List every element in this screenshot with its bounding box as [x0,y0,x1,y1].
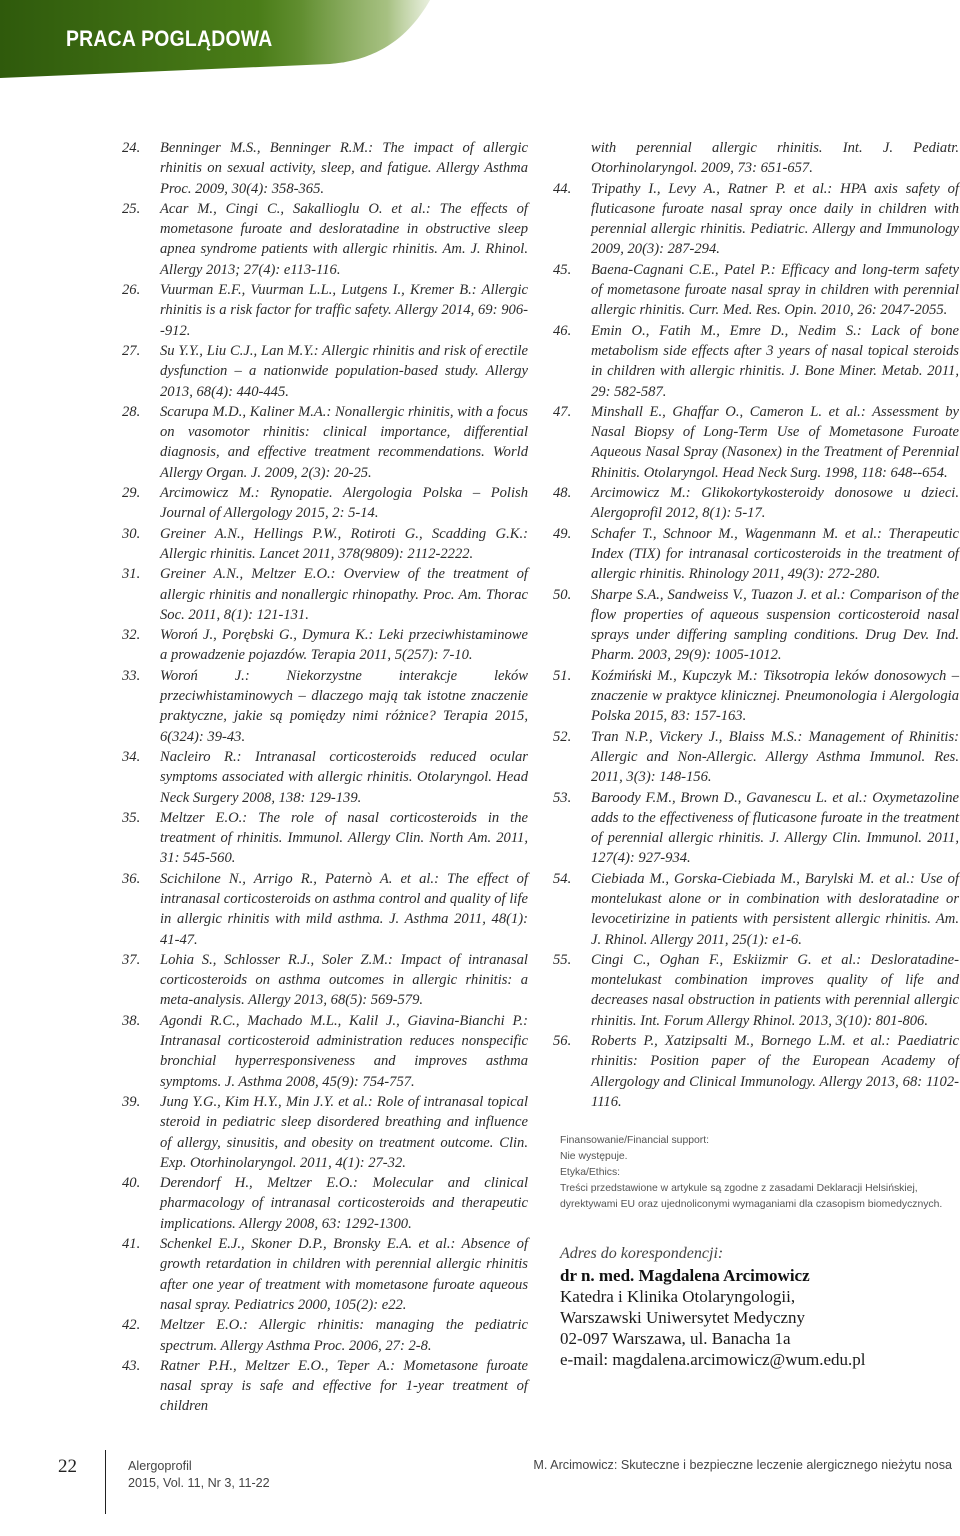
reference-item [122,1092,528,1173]
funding-ethics-block [560,1133,955,1213]
ethics-label: Etyka/Ethics: [560,1167,621,1178]
reference-item [122,666,528,747]
reference-item [122,950,528,1011]
reference-number: 49. [553,525,572,542]
reference-item [553,585,959,666]
journal-name: Alergoprofil [128,1459,192,1473]
references-right-list [553,179,959,1113]
reference-text: Schafer T., Schnoor M., Wagenmann M. et al.: Therapeutic Index (TIX) for intranasal corticosteroids in the treatment of allergic rhinitis. Rhinology 2011, 49(3): 272-280. [591,525,959,583]
reference-item [553,666,959,727]
reference-number: 44. [553,180,572,197]
reference-text: Emin O., Fatih M., Emre D., Nedim S.: Lack of bone metabolism side effects after 3 years of nasal topical steroids in children with allergic rhinitis. J. Bone Miner. Metab. 2011, 29: 582-587. [591,322,959,400]
reference-text: Vuurman E.F., Vuurman L.L., Lutgens I., Kremer B.: Allergic rhinitis is a risk factor for traffic safety. Allergy 2014, 69: 906--912. [160,282,528,339]
reference-text: Baroody F.M., Brown D., Gavanescu L. et al.: Oxymetazoline adds to the effectiveness of fluticasone furoate in the treatment of perennial allergic rhinitis. J. Allergy Clin. Immunol. 2011, 127(4): 927-934. [591,789,959,867]
reference-text: Tran N.P., Vickery J., Blaiss M.S.: Management of Rhinitis: Allergic and Non-Allergic. Allergy Asthma Immunol. Res. 2011, 3(3): 148-156. [591,728,959,786]
reference-text: Agondi R.C., Machado M.L., Kalil J., Giavina-Bianchi P.: Intranasal corticosteroid administration reduces nonspecific bronchial hyperresponsiveness and improves asthma symptoms. J. Asthma 2008, 45(9): 754-757. [160,1012,528,1090]
reference-text: Greiner A.N., Meltzer E.O.: Overview of the treatment of allergic rhinitis and nonallergic rhinopathy. Proc. Am. Thorac Soc. 2011, 8(1): 121-131. [160,566,528,623]
reference-number: 43. [122,1357,141,1374]
reference-text: Meltzer E.O.: The role of nasal corticosteroids in the treatment of rhinitis. Immunol. Allergy Clin. North Am. 2011, 31: 545-560. [160,809,528,867]
reference-number: 33. [122,667,141,684]
reference-number: 54. [553,870,572,887]
funding-value: Nie występuje. [560,1151,628,1162]
footer-journal [128,1458,270,1492]
reference-text: Scichilone N., Arrigo R., Paternò A. et al.: The effect of intranasal corticosteroids on asthma control and quality of life in allergic rhinitis with mild asthma. J. Asthma 2011, 48(1): 41-47. [160,870,528,948]
reference-number: 28. [122,403,141,420]
reference-number: 29. [122,485,141,502]
reference-text: Arcimowicz M.: Glikokortykosteroidy donosowe u dzieci. Alergoprofil 2012, 8(1): 5-17. [591,485,959,522]
reference-number: 47. [553,403,572,420]
reference-number: 25. [122,200,141,217]
reference-text: Greiner A.N., Hellings P.W., Rotiroti G., Scadding G.K.: Allergic rhinitis. Lancet 2011, 378(9809): 2112-2222. [160,525,528,562]
reference-text: Jung Y.G., Kim H.Y., Min J.Y. et al.: Role of intranasal topical steroid in pediatric sleep disordered breathing and influence of allergy, sinusitis, and obesity on treatment outcome. Clin. Exp. Otorhinolaryngol. 2011, 4(1): 27-32. [160,1093,528,1171]
reference-text: Scarupa M.D., Kaliner M.A.: Nonallergic rhinitis, with a focus on vasomotor rhinitis: clinical importance, differential diagnosis, and effective treatment recommendations. World Allergy Organ. J. 2009, 2(3): 20-25. [160,403,528,481]
reference-number: 50. [553,586,572,603]
ethics-line-2: dyrektywami EU oraz ujednoliconymi wymaganiami dla czasopism biomedycznych. [560,1199,943,1210]
page-header [0,0,960,78]
reference-item [553,869,959,950]
page-number: 22 [58,1456,77,1477]
reference-item [122,1011,528,1092]
reference-text: Su Y.Y., Liu C.J., Lan M.Y.: Allergic rhinitis and risk of erectile dysfunction – a nationwide population-based study. Allergy 2013, 68(4): 440-445. [160,342,528,400]
reference-text: Woroń J.: Niekorzystne interakcje leków przeciwhistaminowych – dlaczego mają tak istotne znaczenie praktyczne, jakie są pomiędzy nimi różnice? Terapia 2015, 6(324): 39-43. [160,667,528,745]
ethics-line-1: Treści przedstawione w artykule są zgodne z zasadami Deklaracji Helsińskiej, [560,1183,918,1194]
reference-text: Baena-Cagnani C.E., Patel P.: Efficacy and long-term safety of mometasone furoate nasal spray in children with perennial allergic rhinitis. Curr. Med. Res. Opin. 2010, 26: 2047-2055. [591,261,959,319]
reference-item [553,727,959,788]
reference-item [553,950,959,1031]
reference-text: Cingi C., Oghan F., Eskiizmir G. et al.: Desloratadine-montelukast combination improves quality of life and decreases nasal obstruction in patients with perennial allergic rhinitis. Int. Forum Allergy Rhinol. 2013, 3(10): 801-806. [591,951,959,1029]
reference-text: Minshall E., Ghaffar O., Cameron L. et al.: Assessment by Nasal Biopsy of Long-Term Use of Mometasone Furoate Aqueous Nasal Spray (Nasonex) in the Treatment of Perennial Rhinitis. Otolaryngol. Head Neck Surg. 1998, 118: 648--654. [591,403,959,481]
reference-43-continuation: with perennial allergic rhinitis. Int. J. Pediatr. Otorhinolaryngol. 2009, 73: 651-657. [591,140,959,177]
reference-text: Benninger M.S., Benninger R.M.: The impact of allergic rhinitis on sexual activity, sleep, and fatigue. Allergy Asthma Proc. 2009, 30(4): 358-365. [160,140,528,197]
reference-number: 37. [122,951,141,968]
footer-divider [105,1450,106,1514]
reference-number: 52. [553,728,572,745]
reference-text: Ratner P.H., Meltzer E.O., Teper A.: Mometasone furoate nasal spray is safe and effective for 1-year treatment of children [160,1357,528,1415]
reference-item [122,483,528,524]
reference-number: 39. [122,1093,141,1110]
reference-item [122,1234,528,1315]
correspondence-block [560,1243,955,1370]
reference-text: Nacleiro R.: Intranasal corticosteroids reduced ocular symptoms associated with allergic rhinitis. Otolaryngol. Head Neck Surgery 2008, 138: 129-139. [160,748,528,806]
correspondence-email: e-mail: magdalena.arcimowicz@wum.edu.pl [560,1350,866,1369]
funding-label: Finansowanie/Financial support: [560,1135,710,1146]
reference-item [553,260,959,321]
reference-text: Tripathy I., Levy A., Ratner P. et al.: HPA axis safety of fluticasone furoate nasal spray once daily in children with perennial allergic rhinitis. Pediatric. Allergy and Immunology 2009, 20(3): 287-294. [591,180,959,258]
reference-number: 24. [122,140,141,156]
reference-item [553,1031,959,1112]
reference-item [122,402,528,483]
reference-item [122,341,528,402]
reference-item [553,788,959,869]
correspondence-department: Katedra i Klinika Otolaryngologii, [560,1287,796,1306]
reference-item [122,138,528,199]
reference-text: Sharpe S.A., Sandweiss V., Tuazon J. et al.: Comparison of the flow properties of aqueous suspension corticosteroid nasal sprays under differing sampling conditions. Drug Dev. Ind. Pharm. 2003, 29(9): 1005-1012. [591,586,959,664]
reference-item [122,199,528,280]
reference-number: 48. [553,485,572,502]
reference-text: Roberts P., Xatzipsalti M., Bornego L.M. et al.: Paediatric rhinitis: Position paper of the European Academy of Allergology and Clinical Immunology. Allergy 2013, 68: 1102-1116. [591,1033,959,1110]
reference-number: 30. [122,525,141,542]
reference-text: Schenkel E.J., Skoner D.P., Bronsky E.A. et al.: Absence of growth retardation in children with perennial allergic rhinitis after one year of treatment with mometasone furoate aqueous nasal spray. Pediatrics 2000, 105(2): e22. [160,1236,528,1313]
reference-text: Arcimowicz M.: Rynopatie. Alergologia Polska – Polish Journal of Allergology 2015, 2: 5-14. [160,485,528,522]
reference-item [553,321,959,402]
references-left-column [122,138,528,1417]
reference-number: 32. [122,627,141,644]
reference-text: Derendorf H., Meltzer E.O.: Molecular and clinical pharmacology of intranasal corticosteroids and therapeutic implications. Allergy 2008, 63: 1292-1300. [160,1175,528,1232]
reference-text: Koźmiński M., Kupczyk M.: Tiksotropia leków donosowych – znaczenie w praktyce klinicznej. Pneumonologia i Alergologia Polska 2015, 83: 157-163. [591,667,959,725]
reference-item [122,1315,528,1356]
references-right-column [553,138,959,1112]
reference-item [122,869,528,950]
reference-number: 27. [122,342,141,359]
reference-item [122,1356,528,1417]
reference-text: Meltzer E.O.: Allergic rhinitis: managing the pediatric spectrum. Allergy Asthma Proc. 2006, 27: 2-8. [160,1317,528,1354]
reference-item [553,483,959,524]
reference-number: 34. [122,748,141,765]
reference-number: 55. [553,951,572,968]
reference-number: 40. [122,1175,141,1192]
reference-item [122,747,528,808]
reference-number: 51. [553,667,572,684]
reference-item [122,625,528,666]
reference-number: 38. [122,1012,141,1029]
reference-number: 46. [553,322,572,339]
reference-item [122,524,528,565]
reference-text: Lohia S., Schlosser R.J., Soler Z.M.: Impact of intranasal corticosteroids on asthma outcomes in allergic rhinitis: a meta-analysis. Allergy 2013, 68(5): 569-579. [160,951,528,1009]
reference-number: 42. [122,1317,141,1334]
reference-number: 35. [122,809,141,826]
reference-number: 26. [122,282,141,299]
reference-item [553,179,959,260]
correspondence-address: 02-097 Warszawa, ul. Banacha 1a [560,1329,791,1348]
reference-item [553,402,959,483]
reference-text: Woroń J., Porębski G., Dymura K.: Leki przeciwhistaminowe a prowadzenie pojazdów. Terapia 2011, 5(257): 7-10. [160,627,528,664]
reference-item [122,808,528,869]
section-title: PRACA POGLĄDOWA [66,26,273,51]
reference-item [553,524,959,585]
reference-item [122,564,528,625]
reference-number: 41. [122,1236,141,1253]
reference-number: 56. [553,1033,572,1050]
reference-number: 45. [553,261,572,278]
reference-item [122,280,528,341]
reference-text: Acar M., Cingi C., Sakallioglu O. et al.: The effects of mometasone furoate and desloratadine in obstructive sleep apnea syndrome patients with allergic rhinitis. Am. J. Rhinol. Allergy 2013; 27(4): e113-116. [160,200,528,278]
correspondence-university: Warszawski Uniwersytet Medyczny [560,1308,806,1327]
journal-issue: 2015, Vol. 11, Nr 3, 11-22 [128,1476,270,1490]
correspondence-name: dr n. med. Magdalena Arcimowicz [560,1266,810,1285]
reference-item [122,1173,528,1234]
reference-number: 31. [122,566,141,583]
reference-number: 53. [553,789,572,806]
reference-number: 36. [122,870,141,887]
reference-text: Ciebiada M., Gorska-Ciebiada M., Barylski M. et al.: Use of montelukast alone or in combination with desloratadine or levocetirizine in patients with persistent allergic rhinitis. Am. J. Rhinol. Allergy 2011, 25(1): e1-6. [591,870,959,948]
footer-article-title: M. Arcimowicz: Skuteczne i bezpieczne leczenie alergicznego nieżytu nosa [533,1458,952,1472]
correspondence-label: Adres do korespondencji: [560,1245,724,1262]
